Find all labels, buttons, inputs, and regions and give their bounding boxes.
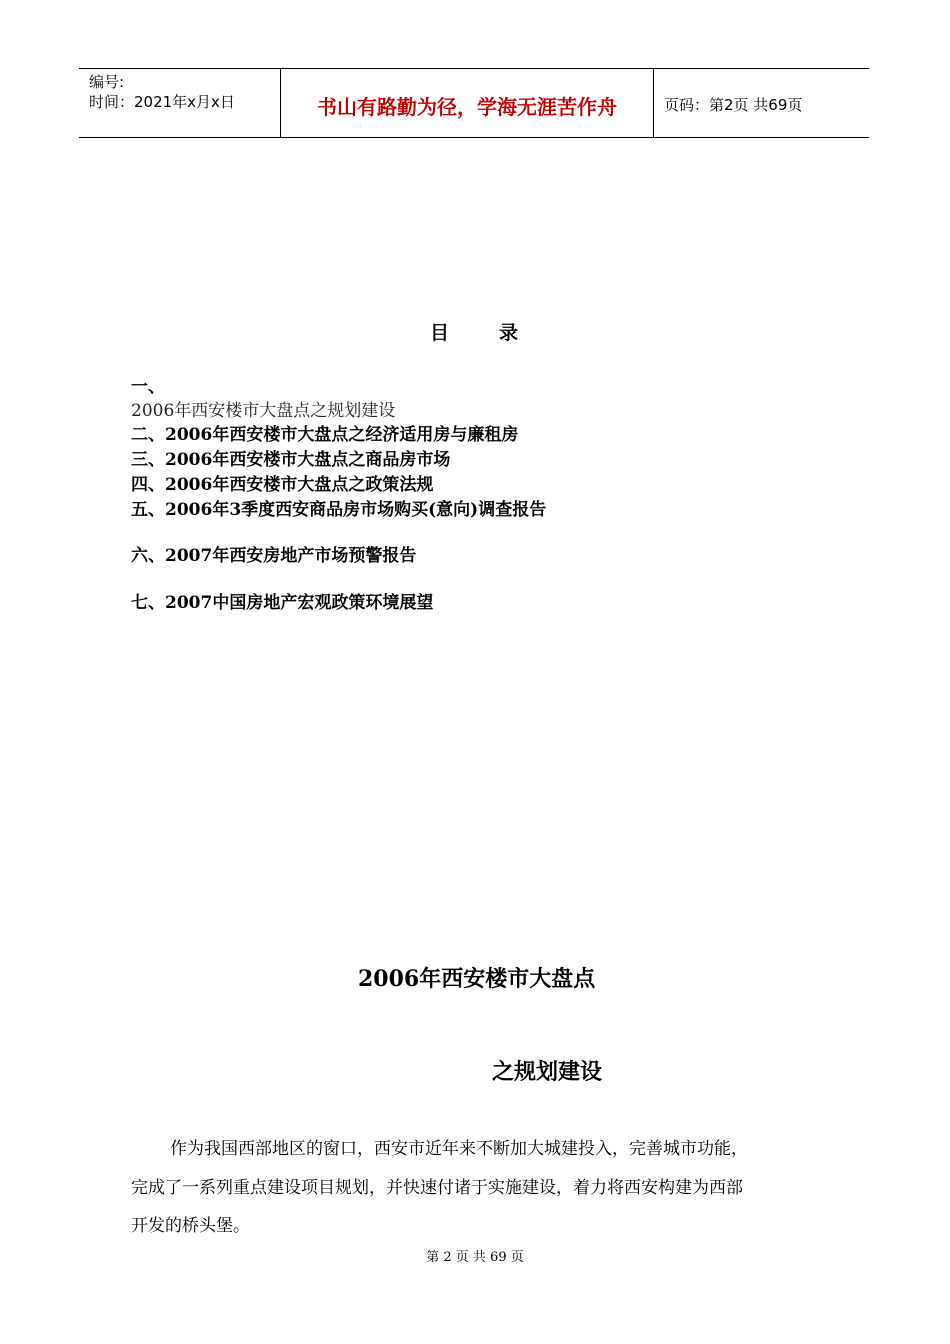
header-meta-cell <box>79 69 281 137</box>
section-title-line2: 之规划建设 <box>492 1059 603 1085</box>
header-motto: 书山有路勤为径，学海无涯苦作舟 <box>317 95 617 119</box>
toc-item[interactable]: 三、2006年西安楼市大盘点之商品房市场 <box>131 450 451 470</box>
toc-title-char-2: 录 <box>499 322 521 344</box>
toc-item[interactable]: 一、 <box>131 377 165 397</box>
toc-item[interactable]: 2006年西安楼市大盘点之规划建设 <box>131 401 396 421</box>
header-page-cell <box>654 69 869 137</box>
toc-item[interactable]: 二、2006年西安楼市大盘点之经济适用房与廉租房 <box>131 425 519 445</box>
header-motto-cell <box>281 69 654 137</box>
paragraph-line: 作为我国西部地区的窗口，西安市近年来不断加大城建投入，完善城市功能， <box>170 1139 748 1159</box>
header-page-info: 页码：第2页 共69页 <box>664 96 803 114</box>
toc-item[interactable]: 七、2007中国房地产宏观政策环境展望 <box>131 593 434 613</box>
paragraph-line: 完成了一系列重点建设项目规划，并快速付诸于实施建设，着力将西安构建为西部 <box>131 1178 743 1198</box>
page-header <box>79 68 869 138</box>
document-number-label: 编号: <box>89 73 125 91</box>
toc-title-char-1: 目 <box>429 322 451 344</box>
section-title-line1: 2006年西安楼市大盘点 <box>358 966 596 992</box>
toc-item[interactable]: 五、2006年3季度西安商品房市场购买(意向)调查报告 <box>131 500 547 520</box>
toc-item[interactable]: 四、2006年西安楼市大盘点之政策法规 <box>131 475 434 495</box>
toc-title <box>0 318 950 345</box>
document-date-label: 时间：2021年x月x日 <box>89 93 235 111</box>
page-footer: 第 2 页 共 69 页 <box>426 1250 524 1265</box>
toc-item[interactable]: 六、2007年西安房地产市场预警报告 <box>131 546 417 566</box>
paragraph-line: 开发的桥头堡。 <box>131 1216 250 1236</box>
